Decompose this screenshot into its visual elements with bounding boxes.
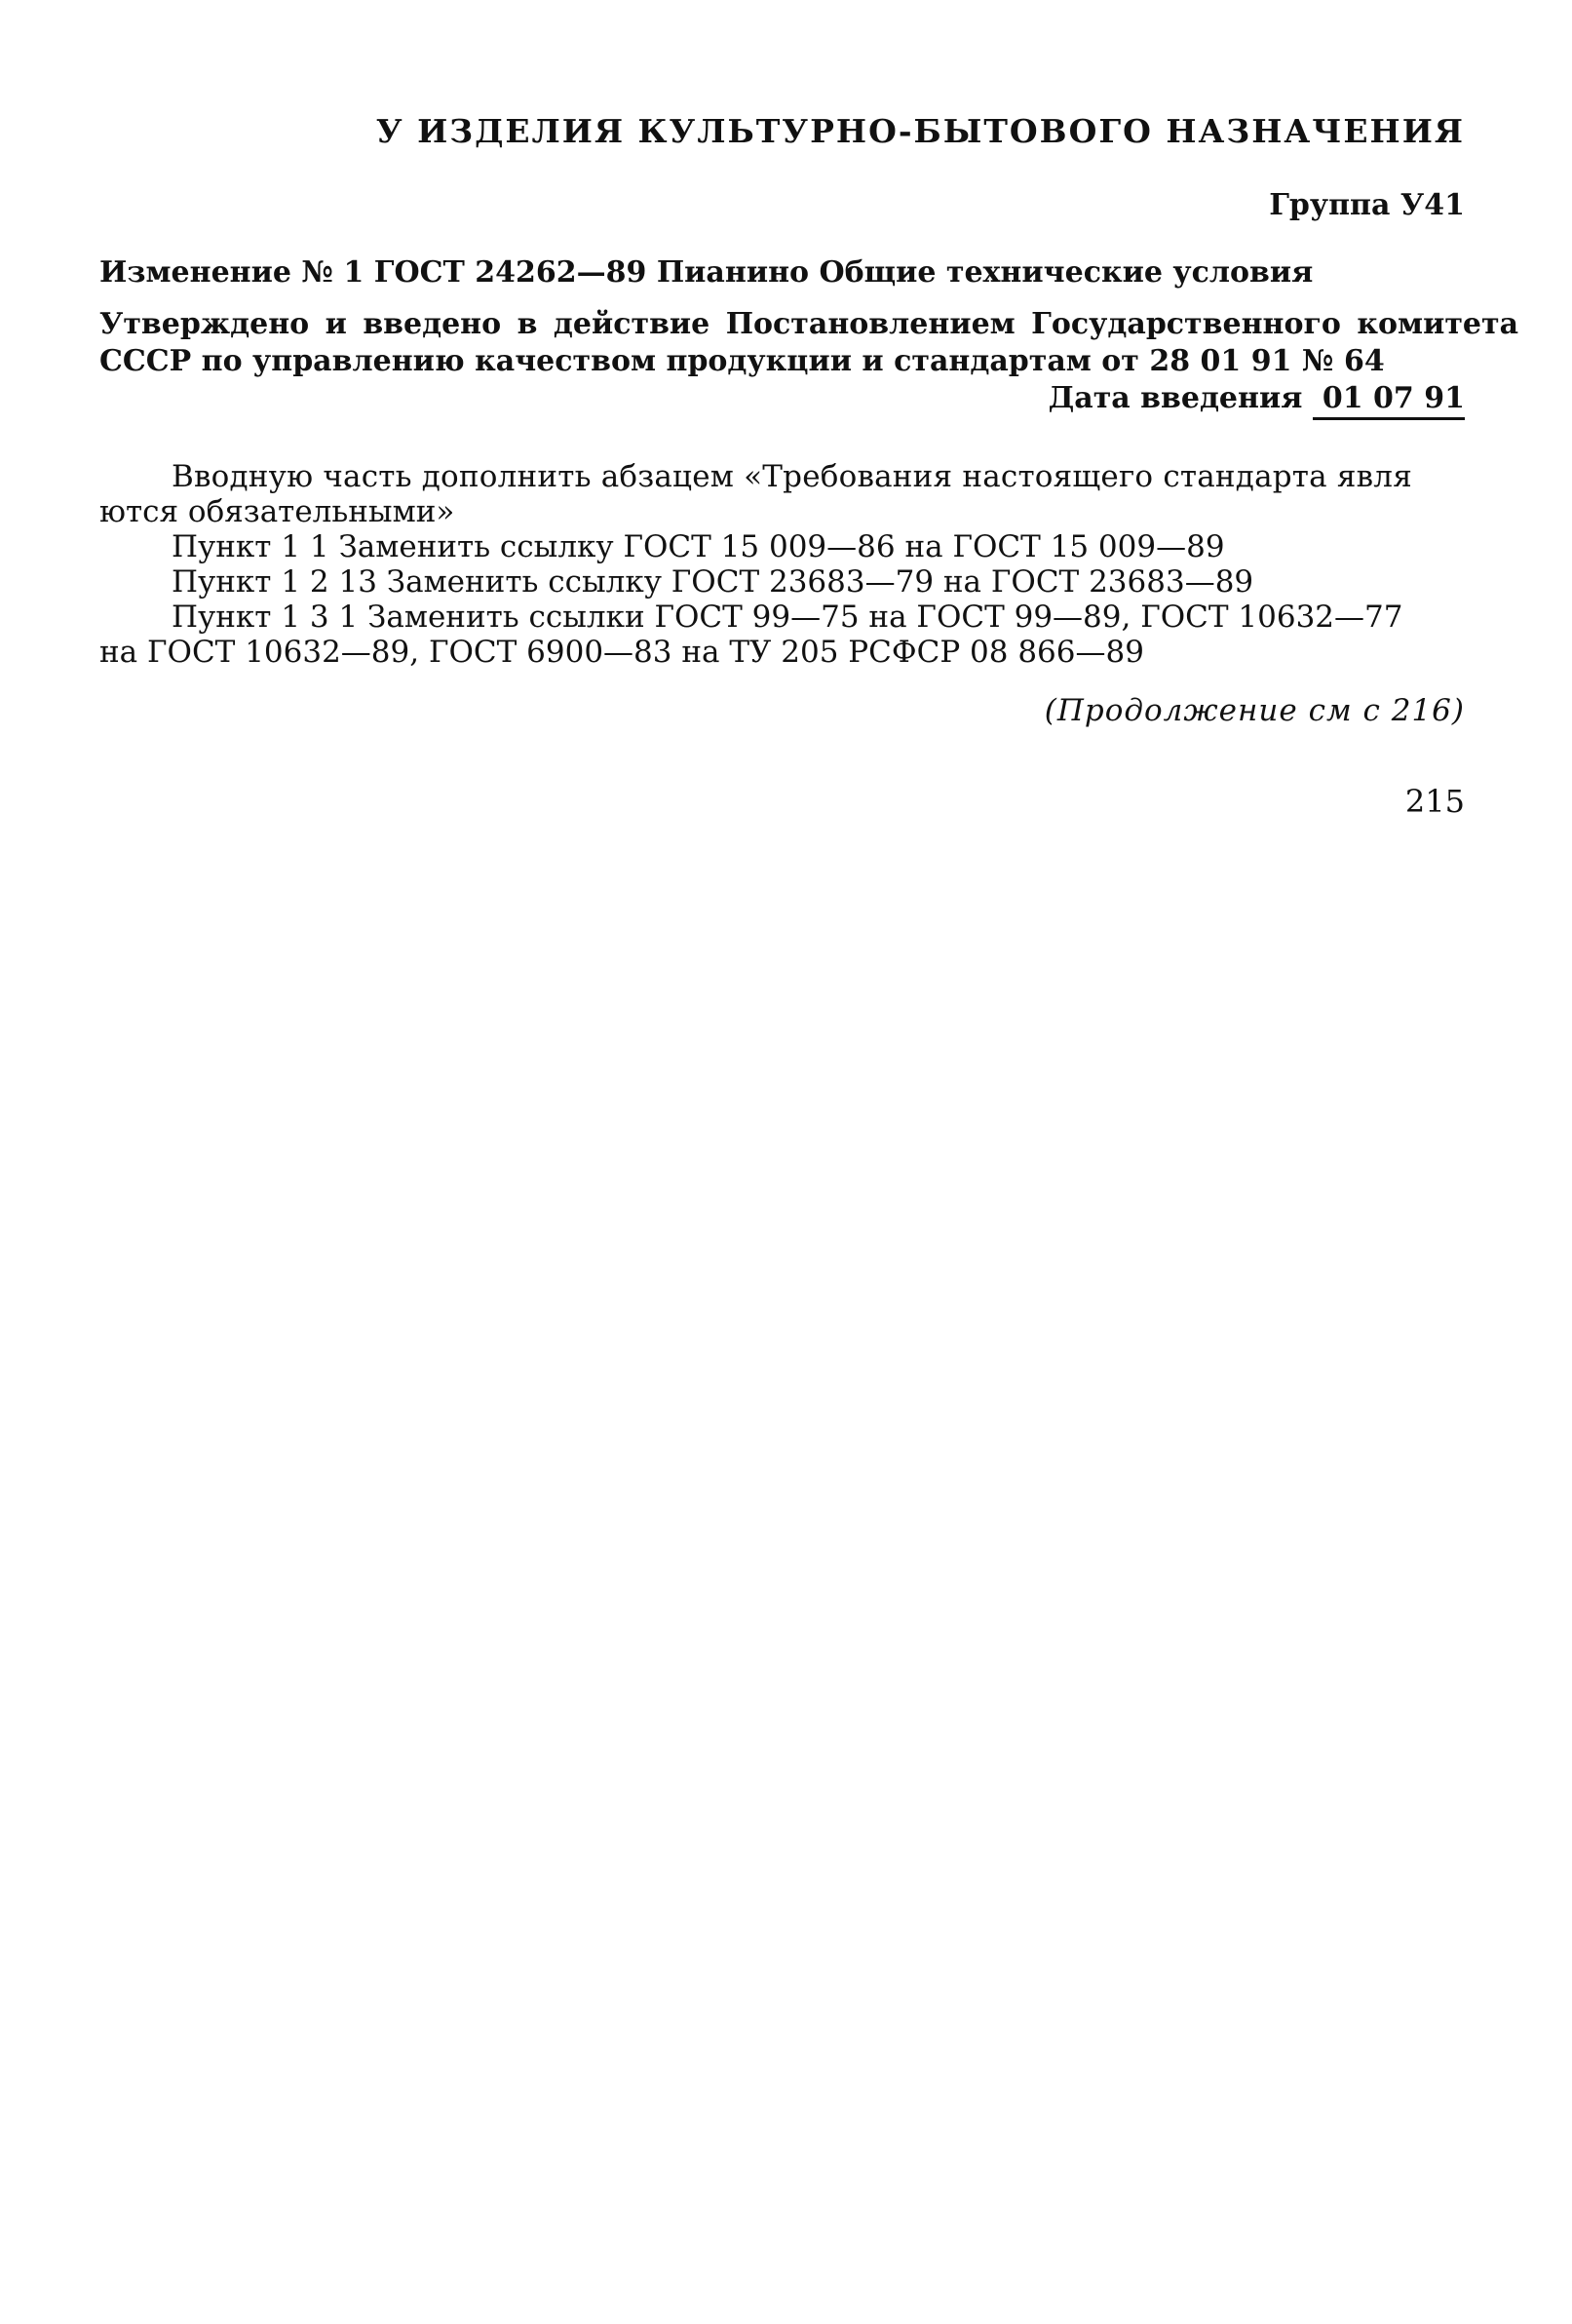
section-title: У ИЗДЕЛИЯ КУЛЬТУРНО-БЫТОВОГО НАЗНАЧЕНИЯ [375, 112, 1465, 150]
approval-line-1: Утверждено и введено в действие Постановлением Государственного комитета [99, 307, 1519, 341]
amendment-item-1-3-1-line-2: на ГОСТ 10632—89, ГОСТ 6900—83 на ТУ 205 РСФСР 08 866—89 [99, 635, 1144, 670]
introduction-date-label: Дата введения [1048, 381, 1303, 415]
approval-line-2: СССР по управлению качеством продукции и стандартам от 28 01 91 № 64 [99, 344, 1385, 378]
introduction-amendment-line-2: ются обязательными» [99, 494, 455, 529]
introduction-amendment-line-1: Вводную часть дополнить абзацем «Требования настоящего стандарта явля [172, 459, 1412, 494]
group-label: Группа У41 [1269, 188, 1465, 222]
change-title: Изменение № 1 ГОСТ 24262—89 Пианино Общие технические условия [99, 255, 1314, 290]
amendment-item-1-1: Пункт 1 1 Заменить ссылку ГОСТ 15 009—86 на ГОСТ 15 009—89 [172, 529, 1225, 564]
amendment-item-1-2-13: Пункт 1 2 13 Заменить ссылку ГОСТ 23683—79 на ГОСТ 23683—89 [172, 564, 1254, 600]
introduction-date-value: 01 07 91 [1313, 384, 1465, 420]
amendment-item-1-3-1-line-1: Пункт 1 3 1 Заменить ссылки ГОСТ 99—75 на ГОСТ 99—89, ГОСТ 10632—77 [172, 600, 1403, 635]
continuation-note: (Продолжение см с 216) [1044, 693, 1465, 728]
page-number: 215 [1404, 783, 1465, 820]
introduction-date-row [1048, 381, 1465, 420]
